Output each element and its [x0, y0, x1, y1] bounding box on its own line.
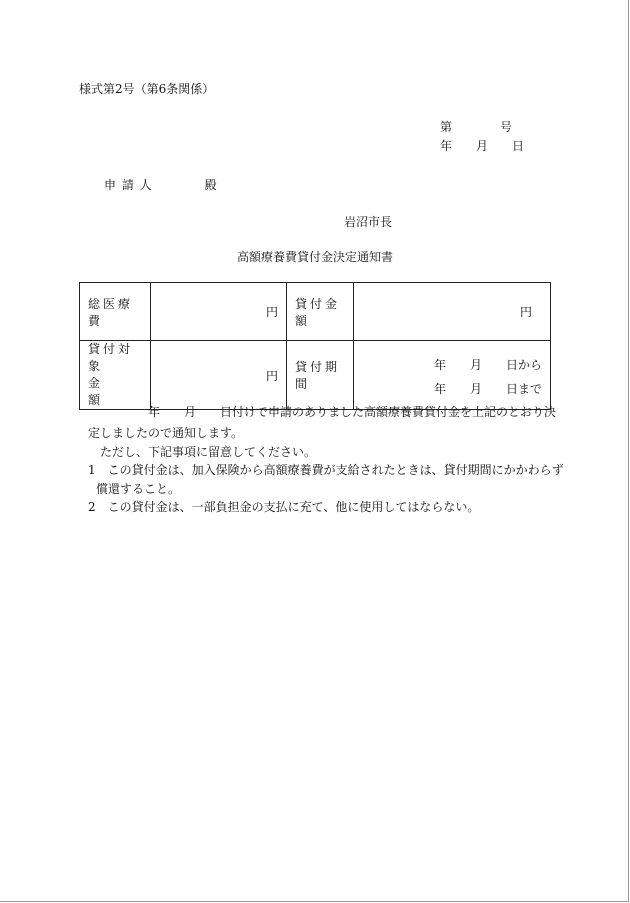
item1-line1: 1 この貸付金は、加入保険から高額療養費が支給されたときは、貸付期間にかかわらず	[88, 463, 564, 477]
total-medical-cost-value: 円	[151, 283, 287, 341]
period-from: 年 月 日から	[433, 358, 542, 372]
eligible-amount-label-line2: 金 額	[88, 376, 134, 407]
loan-period-label: 貸付期間	[287, 341, 354, 410]
addressee: 申 請 人 殿	[104, 178, 218, 192]
item1-line2: 償還すること。	[96, 482, 181, 496]
item2: 2 この貸付金は、一部負担金の支払に充て、他に使用してはならない。	[88, 500, 480, 514]
document-number: 第 号	[440, 120, 513, 134]
period-to: 年 月 日まで	[433, 382, 542, 396]
total-medical-cost-label: 総医療費	[80, 283, 151, 341]
eligible-amount-value: 円	[151, 341, 287, 410]
loan-amount-value: 円	[354, 283, 551, 341]
table-row	[80, 341, 551, 410]
eligible-amount-label-line1: 貸付対象	[88, 342, 134, 373]
body-para1-line1: 年 月 日付けで申請のありました高額療養費貸付金を上記のとおり決	[148, 405, 557, 419]
issue-date: 年 月 日	[440, 139, 525, 153]
loan-amount-label: 貸付金額	[287, 283, 354, 341]
loan-period-value	[354, 341, 551, 410]
body-para1-line2: 定しましたので通知します。	[88, 426, 244, 440]
form-number: 様式第2号（第6条関係）	[79, 82, 215, 96]
document-title: 高額療養費貸付金決定通知書	[237, 250, 394, 264]
eligible-amount-label	[80, 341, 151, 410]
note-intro: ただし、下記事項に留意してください。	[100, 445, 317, 459]
issuer: 岩沼市長	[344, 215, 393, 229]
loan-table	[79, 282, 551, 410]
table-row	[80, 283, 551, 341]
